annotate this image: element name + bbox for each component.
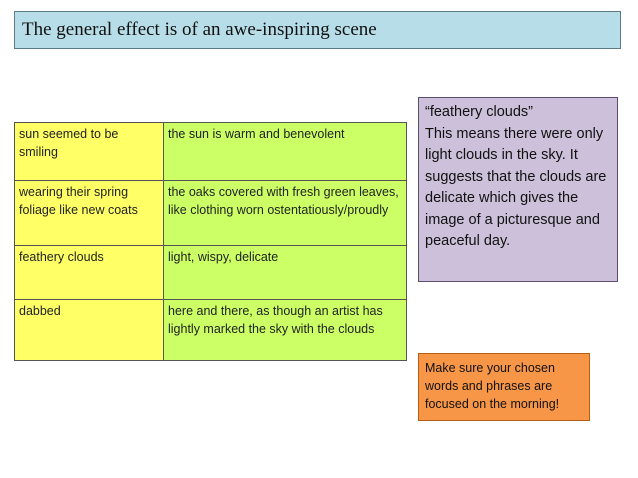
phrase-cell: wearing their spring foliage like new coats	[15, 181, 164, 246]
table-row	[15, 123, 407, 181]
analysis-note	[418, 97, 618, 282]
table-row	[15, 246, 407, 300]
slide-title: The general effect is of an awe-inspiring scene	[14, 11, 621, 49]
meaning-cell: here and there, as though an artist has lightly marked the sky with the clouds	[164, 300, 407, 361]
analysis-quote: “feathery clouds”	[425, 104, 533, 120]
meaning-cell: the oaks covered with fresh green leaves, like clothing worn ostentatiously/proudly	[164, 181, 407, 246]
phrase-cell: feathery clouds	[15, 246, 164, 300]
tip-note: Make sure your chosen words and phrases are focused on the morning!	[418, 353, 590, 421]
meaning-cell: the sun is warm and benevolent	[164, 123, 407, 181]
phrase-table	[14, 122, 407, 361]
meaning-cell: light, wispy, delicate	[164, 246, 407, 300]
table-row	[15, 300, 407, 361]
analysis-body: This means there were only light clouds in the sky. It suggests that the clouds are delicate which gives the image of a picturesque and peaceful day.	[425, 125, 607, 249]
phrase-cell: sun seemed to be smiling	[15, 123, 164, 181]
phrase-cell: dabbed	[15, 300, 164, 361]
table-row	[15, 181, 407, 246]
